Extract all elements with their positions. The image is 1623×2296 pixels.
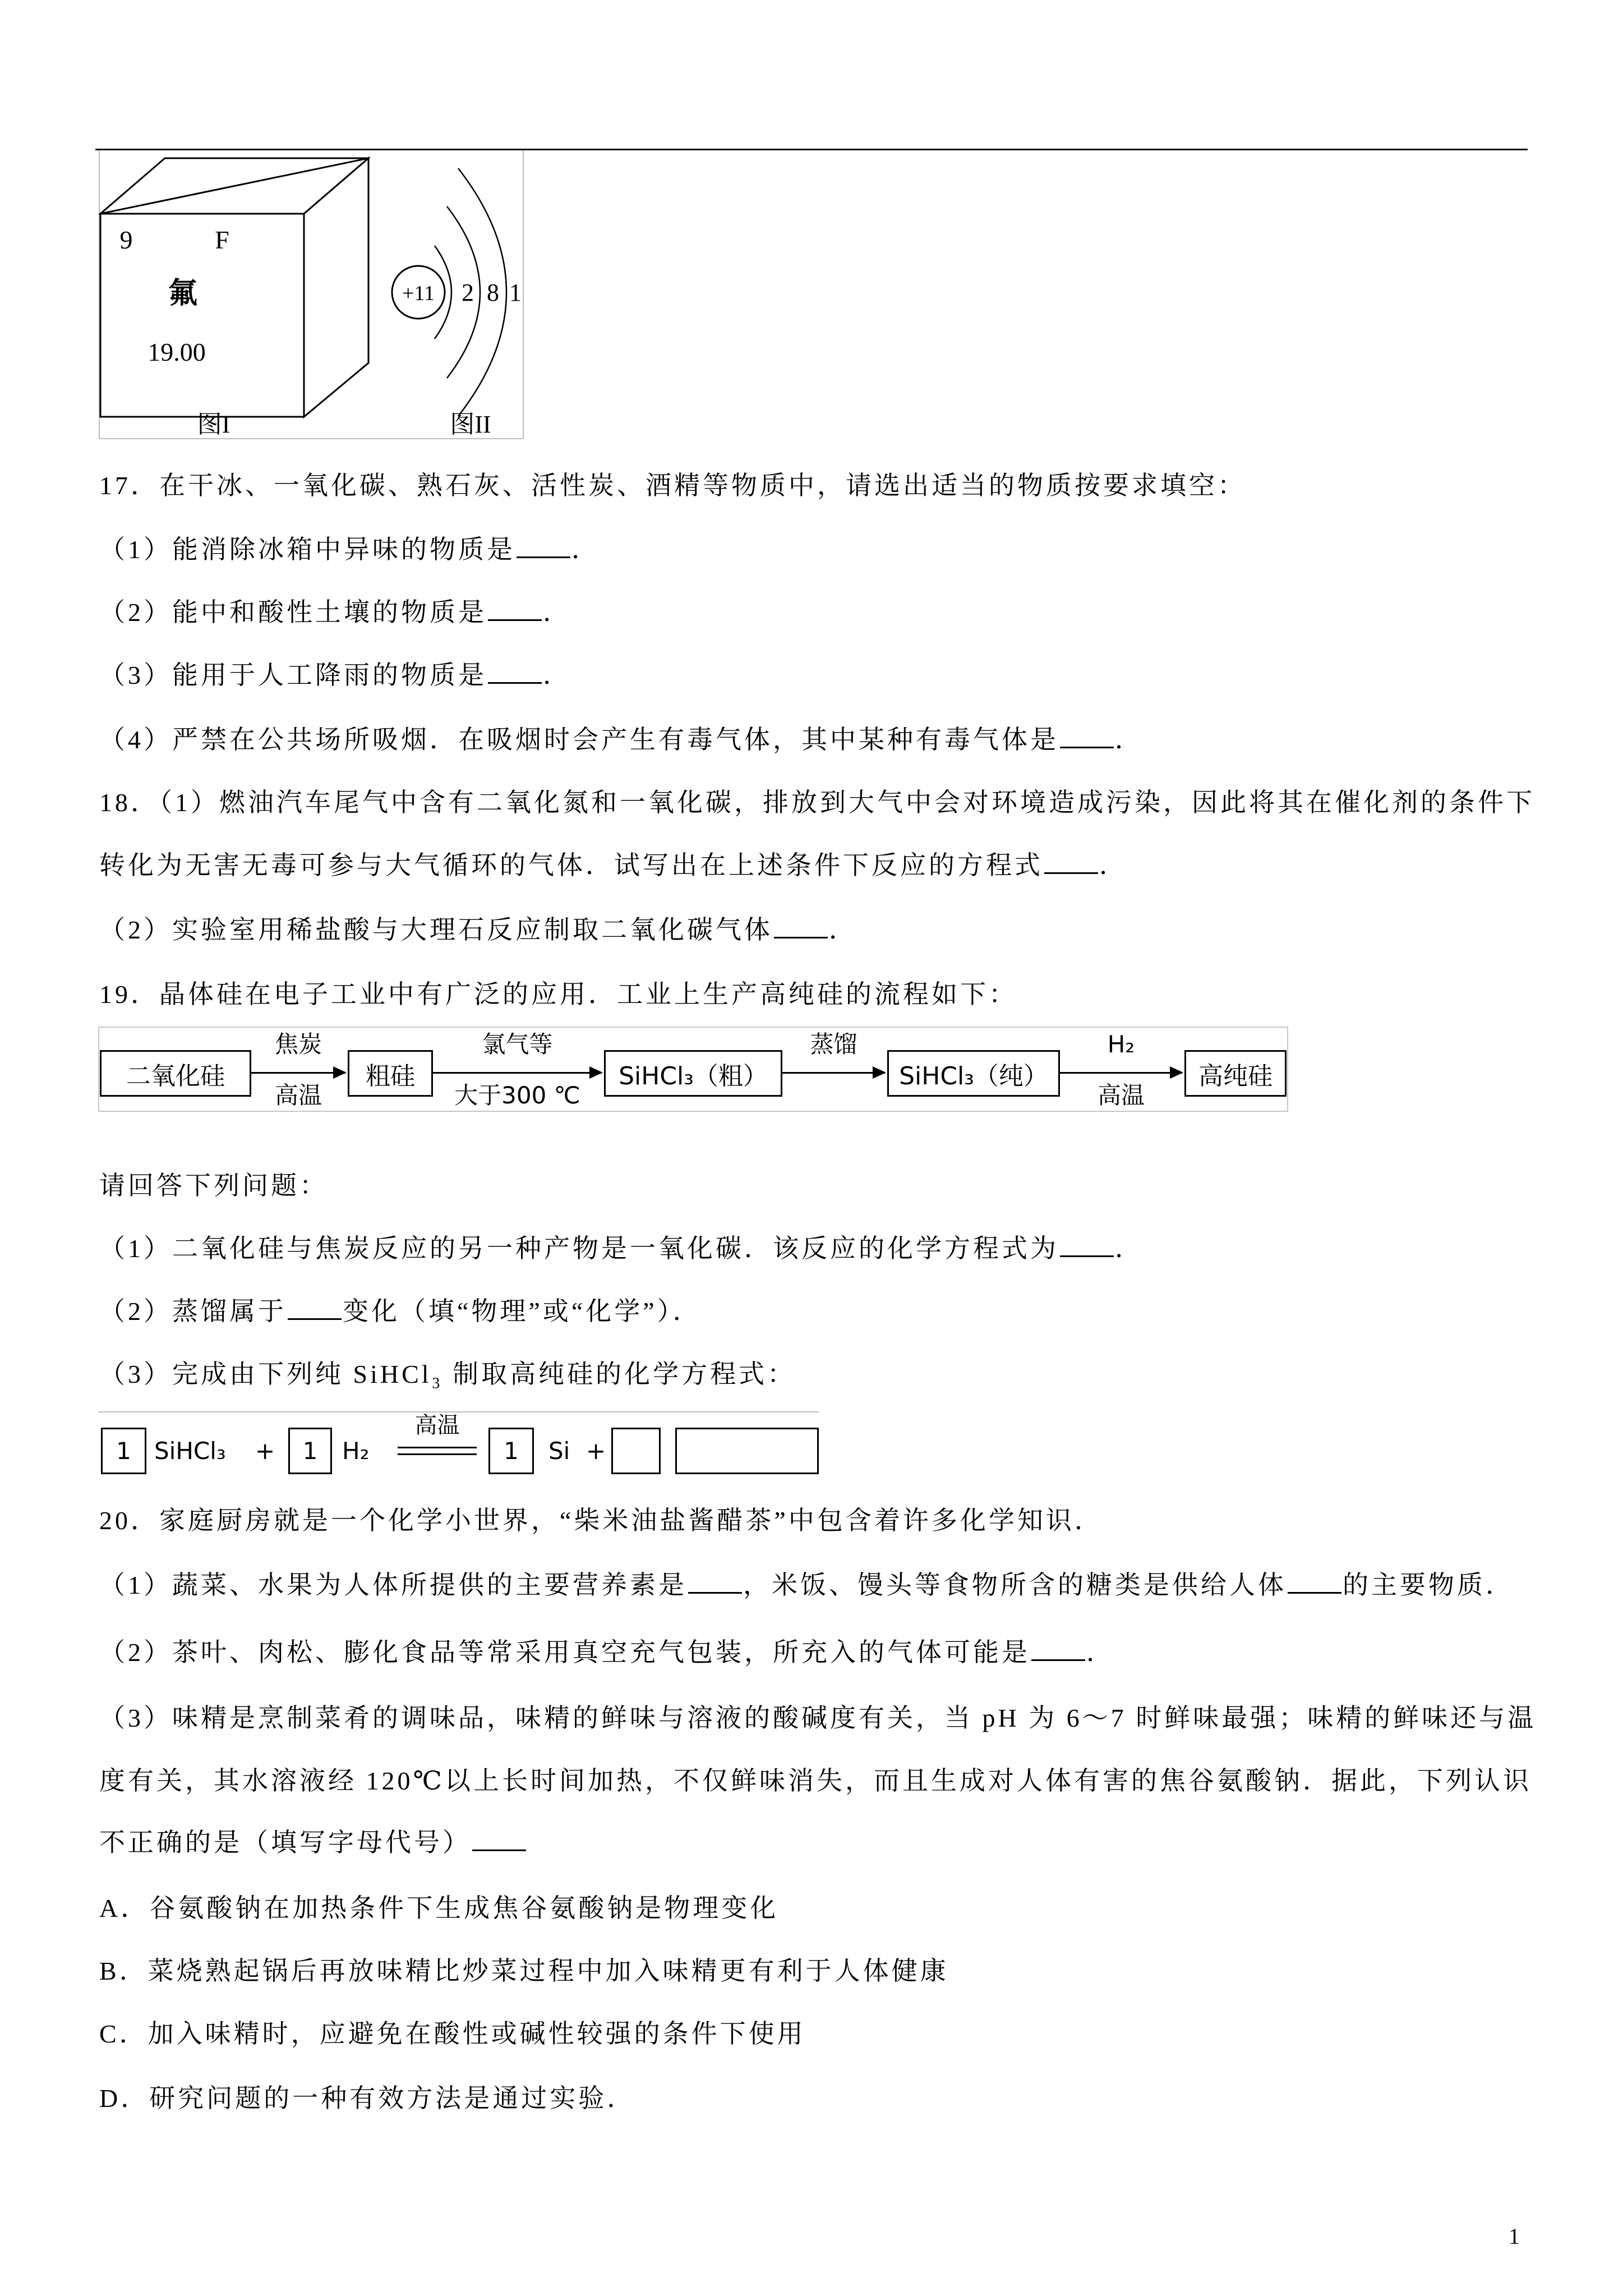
q17-item-3: [99, 659, 571, 692]
figure-element-and-atom: [98, 150, 524, 440]
flow-condition-1-above: 焦炭: [274, 1030, 322, 1058]
reactant-sihcl3: SiHCl₃: [154, 1437, 226, 1465]
q17-stem: 17．在干冰、一氧化碳、熟石灰、活性炭、酒精等物质中，请选出适当的物质按要求填空：: [99, 471, 1246, 500]
coefficient-box-1: 1: [101, 1428, 146, 1474]
flow-step-pure-sihcl3: SiHCl₃（纯）: [887, 1050, 1060, 1097]
element-tile-cube: [100, 158, 368, 417]
item-punctuation: ．: [1115, 1234, 1144, 1263]
product-si: Si: [548, 1437, 570, 1465]
item-text: 的主要物质．: [1343, 1571, 1514, 1599]
flow-arrow-2: [433, 1072, 602, 1074]
answer-blank: [774, 914, 828, 938]
equals-line-top: [398, 1447, 477, 1448]
electron-shell-arc-1: [435, 246, 451, 339]
q17-item-4: [99, 723, 1144, 757]
flow-arrow-3: [782, 1072, 885, 1074]
q20-item-3-line-3: [99, 1826, 527, 1860]
element-symbol: F: [215, 226, 229, 254]
item-text: （2）能中和酸性土壤的物质是: [99, 598, 487, 627]
figure-caption-2: 图II: [450, 411, 491, 438]
item-text: ，米饭、馒头等食物所含的糖类是供给人体: [743, 1571, 1287, 1599]
item-punctuation: ．: [543, 661, 571, 689]
coefficient-box-3: 1: [488, 1428, 534, 1474]
item-text: （4）严禁在公共场所吸烟．在吸烟时会产生有毒气体，其中某种有毒气体是: [99, 725, 1059, 754]
q20-stem: 20．家庭厨房就是一个化学小世界，“柴米油盐酱醋茶”中包含着许多化学知识．: [99, 1506, 1103, 1535]
q18-part2: [99, 913, 857, 947]
q19-item-3: （3）完成由下列纯 SiHCl₃ 制取高纯硅的化学方程式：: [99, 1360, 796, 1388]
answer-blank: [688, 1570, 742, 1594]
flow-condition-4-above: H₂: [1107, 1030, 1135, 1058]
flow-arrow-4: [1060, 1072, 1182, 1074]
q19-prompt: 请回答下列问题：: [99, 1171, 328, 1200]
answer-blank: [1060, 724, 1114, 748]
page-number: 1: [1509, 2224, 1520, 2249]
shell-electrons-1: 2: [462, 279, 474, 306]
element-name: 氟: [168, 277, 198, 310]
q18-part1-line2: [99, 849, 1128, 882]
item-text-after: 变化（填“物理”或“化学”）．: [343, 1297, 702, 1326]
answer-blank: [488, 660, 542, 684]
flow-condition-2-below: 大于300 ℃: [454, 1082, 580, 1109]
q17-item-2: [99, 596, 571, 629]
item-punctuation: ．: [543, 598, 571, 627]
answer-blank: [517, 534, 570, 558]
flow-condition-3-above: 蒸馏: [810, 1030, 857, 1058]
q20-option-b: B．菜烧熟起锅后再放味精比炒菜过程中加入味精更有利于人体健康: [99, 1957, 949, 1985]
figure-caption-1: 图I: [197, 411, 230, 438]
q20-item-1: [99, 1568, 1514, 1602]
item-punctuation: ．: [1115, 725, 1144, 754]
answer-blank: [1288, 1570, 1341, 1594]
item-text: 转化为无害无毒可参与大气循环的气体．试写出在上述条件下反应的方程式: [99, 851, 1043, 880]
answer-blank: [1044, 850, 1098, 874]
answer-blank: [488, 597, 542, 621]
q19-stem: 19．晶体硅在电子工业中有广泛的应用．工业上生产高纯硅的流程如下：: [99, 980, 1017, 1009]
reactant-h2: H₂: [342, 1437, 370, 1465]
item-text: （2）实验室用稀盐酸与大理石反应制取二氧化碳气体: [99, 915, 773, 944]
item-punctuation: ．: [1099, 851, 1128, 880]
atomic-structure-diagram: [392, 168, 522, 416]
item-text: （2）蒸馏属于: [99, 1297, 287, 1326]
answer-blank: [1060, 1233, 1114, 1257]
flow-step-crude-silicon: 粗硅: [348, 1050, 433, 1097]
shell-electrons-2: 8: [487, 279, 499, 306]
item-text: 不正确的是（填写字母代号）: [99, 1828, 471, 1857]
shell-electrons-3: 1: [509, 279, 522, 306]
q19-item-2: [99, 1295, 702, 1328]
plus-sign-1: +: [255, 1437, 275, 1465]
item-text: （1）蔬菜、水果为人体所提供的主要营养素是: [99, 1571, 687, 1599]
item-text: （2）茶叶、肉松、膨化食品等常采用真空充气包装，所充入的气体可能是: [99, 1638, 1030, 1667]
item-punctuation: ．: [1086, 1638, 1115, 1667]
q20-option-a: A．谷氨酸钠在加热条件下生成焦谷氨酸钠是物理变化: [99, 1894, 779, 1922]
q20-option-d: D．研究问题的一种有效方法是通过实验．: [99, 2084, 636, 2113]
answer-blank: [1031, 1637, 1085, 1661]
flow-condition-2-above: 氯气等: [482, 1030, 553, 1058]
q20-option-c: C．加入味精时，应避免在酸性或碱性较强的条件下使用: [99, 2019, 806, 2048]
flow-step-crude-sihcl3: SiHCl₃（粗）: [604, 1050, 782, 1097]
q20-item-3-line-2: 度有关，其水溶液经 120℃以上长时间加热，不仅鲜味消失，而且生成对人体有害的焦谷氨酸钠．据此，下列认识: [99, 1766, 1532, 1795]
flow-arrow-1: [251, 1072, 345, 1074]
plus-sign-2: +: [586, 1437, 606, 1465]
item-text: （1）二氧化硅与焦炭反应的另一种产物是一氧化碳．该反应的化学方程式为: [99, 1234, 1059, 1263]
answer-blank: [472, 1827, 526, 1851]
item-text: （1）能消除冰箱中异味的物质是: [99, 535, 515, 564]
flow-step-silicon-dioxide: 二氧化硅: [100, 1050, 251, 1097]
flow-condition-1-below: 高温: [274, 1082, 322, 1109]
flow-step-high-purity-silicon: 高纯硅: [1184, 1050, 1287, 1097]
product-box-empty: [675, 1428, 819, 1474]
q19-item-1: [99, 1232, 1144, 1266]
item-punctuation: ．: [829, 915, 857, 944]
relative-atomic-mass: 19.00: [147, 338, 206, 366]
q20-item-2: [99, 1636, 1115, 1669]
equals-line-bottom: [398, 1453, 477, 1455]
atomic-number: 9: [119, 226, 133, 254]
item-text: （3）能用于人工降雨的物质是: [99, 661, 487, 689]
coefficient-box-2: 1: [288, 1428, 332, 1474]
flow-condition-4-below: 高温: [1097, 1082, 1145, 1109]
q18-part1-line1: 18．（1）燃油汽车尾气中含有二氧化氮和一氧化碳，排放到大气中会对环境造成污染，因此将其在催化剂的条件下: [99, 788, 1535, 817]
q20-item-3-line-1: （3）味精是烹制菜肴的调味品，味精的鲜味与溶液的酸碱度有关，当 pH 为 6～7 时鲜味最强；味精的鲜味还与温: [99, 1704, 1537, 1732]
coefficient-box-4-empty: [611, 1428, 661, 1474]
nucleus-charge: +11: [402, 282, 435, 305]
reaction-condition: 高温: [414, 1412, 460, 1438]
item-punctuation: ．: [571, 535, 600, 564]
q17-item-1: [99, 533, 600, 567]
answer-blank: [288, 1296, 342, 1320]
